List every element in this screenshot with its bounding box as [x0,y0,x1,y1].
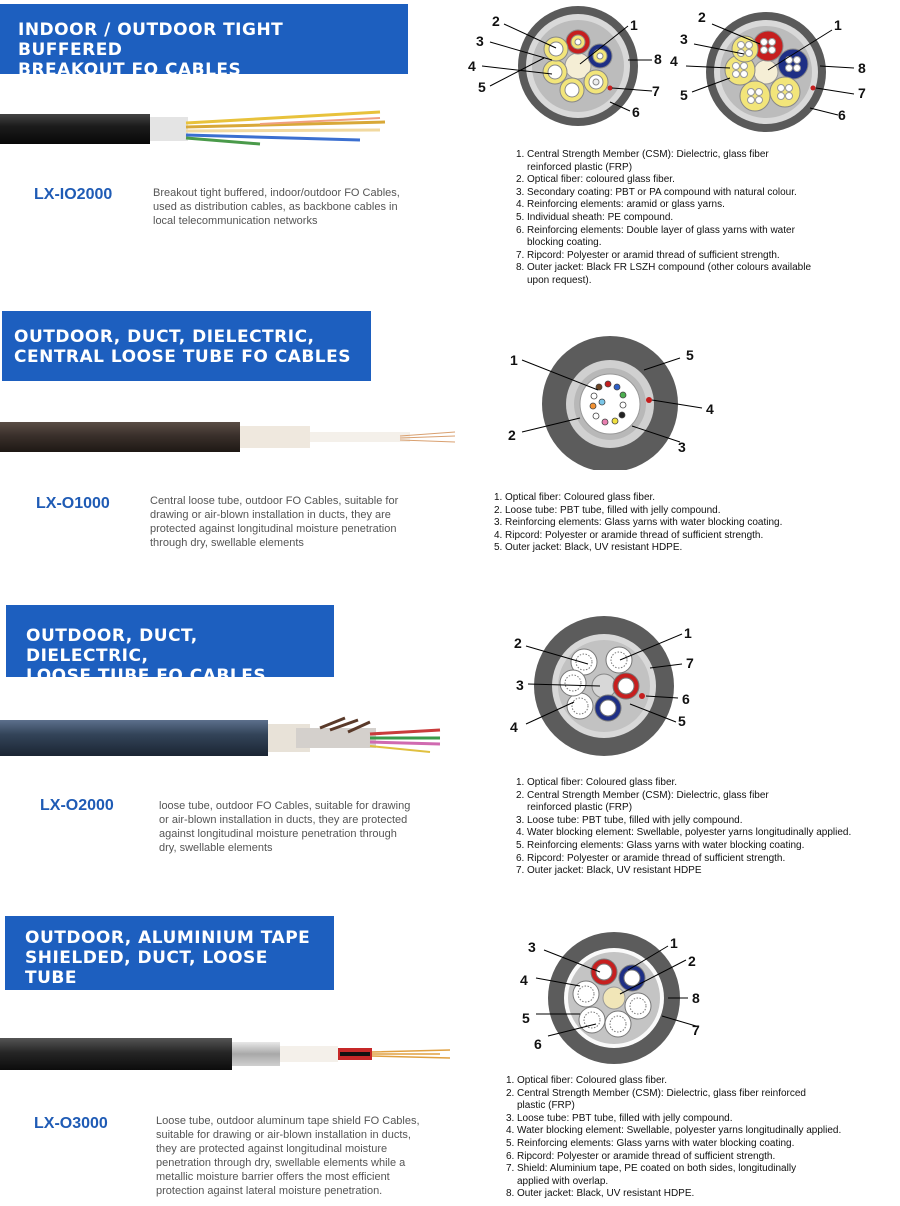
legend-item: 3. Loose tube: PBT tube, filled with jelly compound. [516,814,743,826]
section-2-description [150,494,440,550]
section-1-diagram-b-label-1: 1 [834,17,842,33]
section-1-diagram-a-label-6: 6 [632,104,640,120]
section-3-diagram-label-4: 4 [510,719,518,735]
section-2-cross-section-diagram [500,330,740,470]
section-3-title-line-1: OUTDOOR, DUCT, DIELECTRIC, [26,626,198,666]
section-4-diagram-label-8: 8 [692,990,700,1006]
legend-item: 6. Reinforcing elements: Double layer of glass yarns with water blocking coating. [516,224,795,249]
legend-item: 5. Reinforcing elements: Glass yarns with water blocking coating. [506,1137,795,1149]
section-3-diagram-label-7: 7 [686,655,694,671]
section-1-diagram-b-label-3: 3 [680,31,688,47]
section-1-description-line: used as distribution cables, as backbone cables in [153,201,398,213]
section-2-description-line: through dry, swellable elements [150,537,304,549]
section-4-legend [506,1075,896,1201]
section-2-diagram-label-2: 2 [508,427,516,443]
section-1-description [153,186,443,228]
section-3-diagram-label-5: 5 [678,713,686,729]
section-1-diagram-b-label-8: 8 [858,60,866,76]
section-3-description-line: loose tube, outdoor FO Cables, suitable for drawing [159,800,411,812]
legend-item: 7. Outer jacket: Black, UV resistant HDPE [516,865,702,877]
section-3-title-line-2: LOOSE TUBE FO CABLES [26,666,267,686]
section-4-diagram-label-1: 1 [670,935,678,951]
section-4-title-line-1: OUTDOOR, ALUMINIUM TAPE [25,928,311,948]
legend-item: 2. Loose tube: PBT tube, filled with jelly compound. [494,504,721,516]
section-2-description-line: drawing or air-blown installation in ducts, they are [150,509,391,521]
section-2-description-line: Central loose tube, outdoor FO Cables, suitable for [150,495,399,507]
section-4-diagram-label-5: 5 [522,1010,530,1026]
section-1-cross-section-diagrams [460,4,900,134]
legend-item: 2. Central Strength Member (CSM): Dielectric, glass fiber reinforced plastic (FRP) [506,1087,806,1112]
legend-item: 4. Water blocking element: Swellable, polyester yarns longitudinally applied. [506,1125,842,1137]
section-3-description [159,799,449,855]
section-1-diagram-b-label-4: 4 [670,53,678,69]
section-1-product-code: LX-IO2000 [34,186,113,203]
section-1-diagram-a-label-4: 4 [468,58,476,74]
section-4-description-line: suitable for drawing or air-blown installation in ducts, [156,1129,411,1141]
section-1-diagram-a-label-1: 1 [630,17,638,33]
section-2-title-line-1: OUTDOOR, DUCT, DIELECTRIC, [14,327,315,347]
section-2-diagram-label-5: 5 [686,347,694,363]
section-1-diagram-a-label-5: 5 [478,79,486,95]
legend-item: 8. Outer jacket: Black, UV resistant HDPE. [506,1188,695,1200]
legend-item: 6. Ripcord: Polyester or aramide thread of sufficient strength. [516,852,786,864]
legend-item: 2. Optical fiber: coloured glass fiber. [516,174,675,186]
section-4-diagram-label-7: 7 [692,1022,700,1038]
section-3-description-line: dry, swellable elements [159,842,273,854]
section-1-legend [516,149,896,288]
section-4-description-line: protection against lateral moisture penetration. [156,1185,383,1197]
legend-item: 3. Reinforcing elements: Glass yarns with water blocking coating. [494,517,783,529]
section-4-product-code: LX-O3000 [34,1115,108,1132]
section-4-cross-section-diagram [500,928,730,1068]
section-4-title-line-3: FO CABLES [25,988,135,1008]
section-3-description-line: against longitudinal moisture penetration through [159,828,397,840]
section-3-diagram-label-6: 6 [682,691,690,707]
section-1-title-line-2: BREAKOUT FO CABLES [18,60,242,80]
legend-item: 1. Optical fiber: Coloured glass fiber. [494,492,656,503]
legend-item: 7. Ripcord: Polyester or aramid thread of sufficient strength. [516,249,780,261]
legend-item: 5. Reinforcing elements: Glass yarns with water blocking coating. [516,839,805,851]
legend-item: 1. Optical fiber: Coloured glass fiber. [506,1075,668,1086]
legend-item: 8. Outer jacket: Black FR LSZH compound (other colours available upon request). [516,262,812,286]
legend-item: 1. Central Strength Member (CSM): Dielectric, glass fiber reinforced plastic (FRP) [516,149,769,173]
section-3-title-banner [6,605,334,686]
legend-item: 4. Ripcord: Polyester or aramide thread of sufficient strength. [494,529,764,541]
section-3-product-code: LX-O2000 [40,797,114,814]
section-1-diagram-b-label-7: 7 [858,85,866,101]
legend-item: 7. Shield: Aluminium tape, PE coated on both sides, longitudinally applied with overlap. [506,1163,797,1187]
section-1-diagram-b-label-2: 2 [698,9,706,25]
section-4-diagram-label-2: 2 [688,953,696,969]
section-1-diagram-b-label-6: 6 [838,107,846,123]
section-1-description-line: Breakout tight buffered, indoor/outdoor FO Cables, [153,187,400,199]
legend-item: 5. Individual sheath: PE compound. [516,211,674,223]
section-2-description-line: protected against longitudinal moisture penetration [150,523,397,535]
section-3-legend [516,777,896,878]
section-4-description-line: they are protected against longitudinal moisture [156,1143,388,1155]
section-1-cross-section-a [468,6,662,126]
section-1-cross-section-b [670,9,866,132]
section-1-diagram-b-label-5: 5 [680,87,688,103]
section-1-diagram-a-label-8: 8 [654,51,662,67]
section-2-diagram-label-3: 3 [678,439,686,455]
section-3-cross-section-diagram [500,612,730,762]
section-2-product-code: LX-O1000 [36,495,110,512]
legend-item: 3. Secondary coating: PBT or PA compound with natural colour. [516,186,797,198]
section-4-description-line: metallic moisture barrier offers the most efficient [156,1171,390,1183]
section-1-cable-image [0,100,400,160]
section-1-diagram-a-label-2: 2 [492,13,500,29]
section-2-title-line-2: CENTRAL LOOSE TUBE FO CABLES [14,347,351,367]
section-3-diagram-label-2: 2 [514,635,522,651]
section-2-cable-image [0,410,460,460]
section-4-diagram-label-4: 4 [520,972,528,988]
section-1-description-line: local telecommunication networks [153,215,318,227]
section-4-description [156,1114,456,1198]
section-3-cable-image [0,710,460,770]
legend-item: 1. Optical fiber: Coloured glass fiber. [516,777,678,788]
legend-item: 6. Ripcord: Polyester or aramide thread of sufficient strength. [506,1150,776,1162]
legend-item: 4. Water blocking element: Swellable, polyester yarns longitudinally applied. [516,827,852,839]
section-2-title-banner [2,311,371,381]
section-1-title-line-1: INDOOR / OUTDOOR TIGHT BUFFERED [18,20,284,60]
legend-item: 5. Outer jacket: Black, UV resistant HDPE. [494,542,683,554]
section-1-diagram-a-label-3: 3 [476,33,484,49]
section-3-diagram-label-3: 3 [516,677,524,693]
section-2-legend [494,492,884,555]
section-3-diagram-label-1: 1 [684,625,692,641]
section-3-description-line: or air-blown installation in ducts, they are protected [159,814,408,826]
section-4-title-line-2: SHIELDED, DUCT, LOOSE TUBE [25,948,268,988]
section-4-diagram-label-3: 3 [528,939,536,955]
section-2-diagram-label-4: 4 [706,401,714,417]
section-4-diagram-label-6: 6 [534,1036,542,1052]
section-2-diagram-label-1: 1 [510,352,518,368]
legend-item: 2. Central Strength Member (CSM): Dielectric, glass fiber reinforced plastic (FRP) [516,789,769,814]
legend-item: 3. Loose tube: PBT tube, filled with jelly compound. [506,1112,733,1124]
section-1-title-banner [0,4,408,80]
section-4-cable-image [0,1030,460,1080]
legend-item: 4. Reinforcing elements: aramid or glass yarns. [516,199,725,211]
section-4-description-line: Loose tube, outdoor aluminum tape shield FO Cables, [156,1115,420,1127]
section-4-title-banner [5,916,334,1008]
section-1-diagram-a-label-7: 7 [652,83,660,99]
section-4-description-line: penetration through dry, swellable elements while a [156,1157,406,1169]
